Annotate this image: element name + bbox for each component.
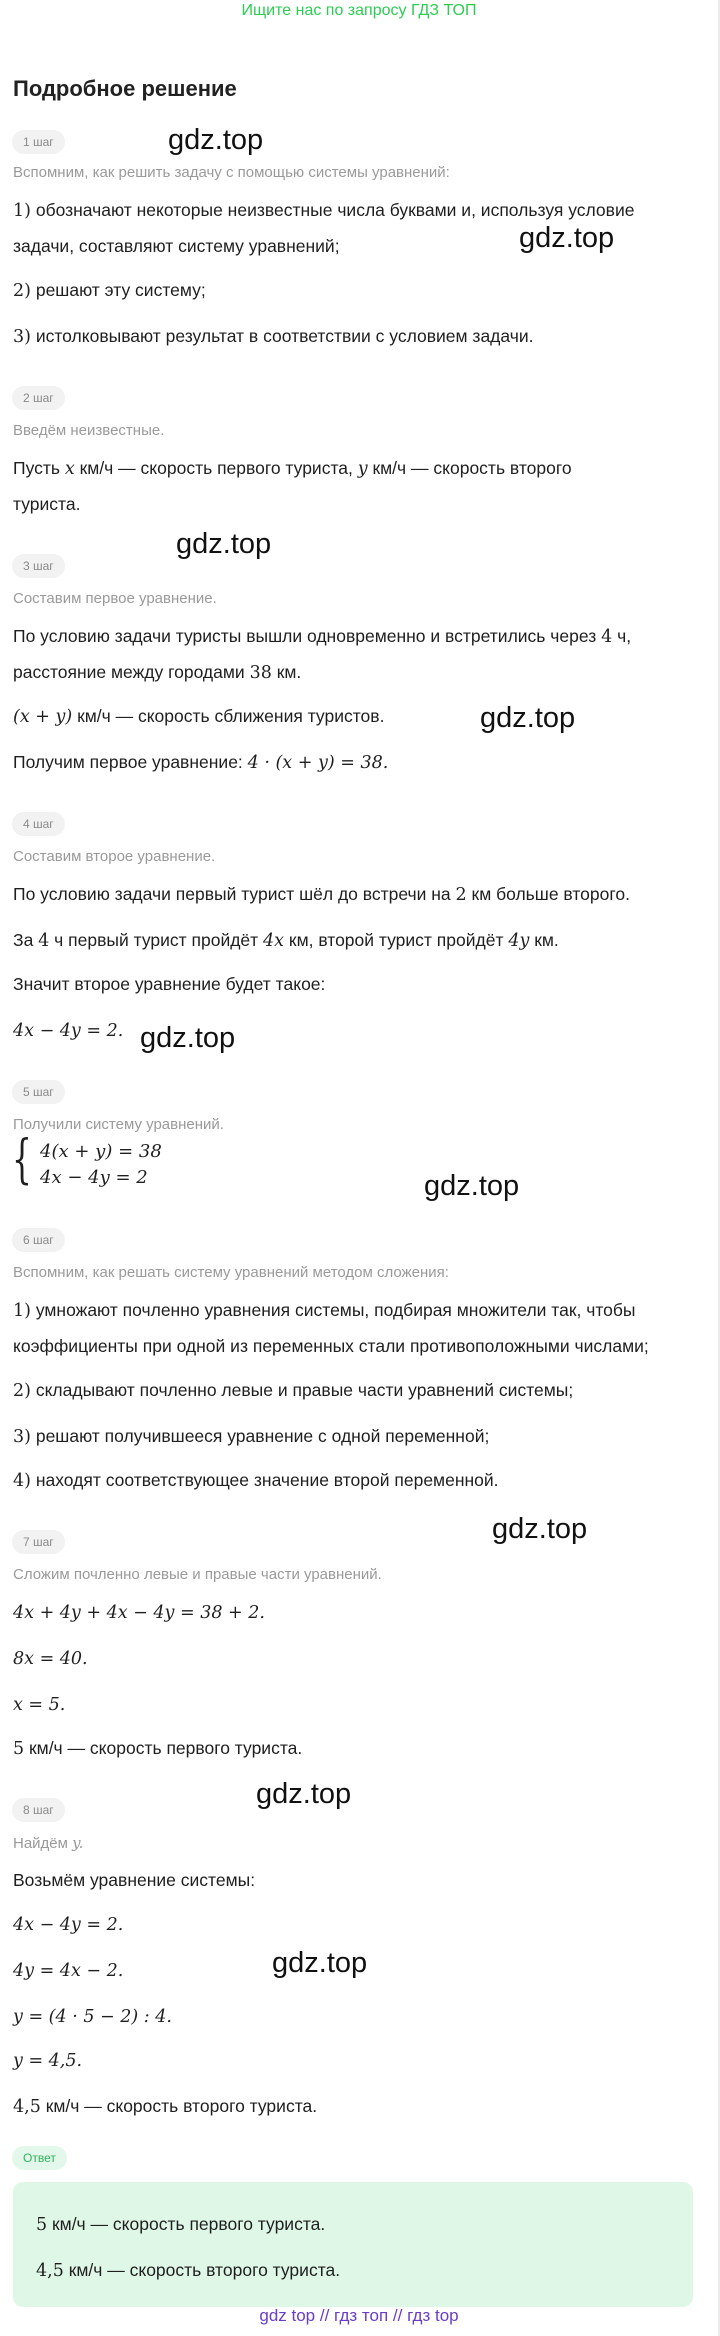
watermark: gdz.top: [424, 1170, 520, 1202]
step-hint: Вспомним, как решить задачу с помощью системы уравнений:: [13, 164, 450, 181]
answer-badge: Ответ: [12, 2146, 67, 2170]
step-text: (x + y) км/ч — скорость сближения туристов.: [13, 706, 385, 727]
step-badge: 8 шаг: [12, 1798, 65, 1822]
step-text: 1) умножают почленно уравнения системы, подбирая множители так, чтобы: [13, 1300, 636, 1321]
step-badge: 1 шаг: [12, 130, 65, 154]
watermark: gdz.top: [168, 124, 264, 156]
footer-separator: //: [319, 2306, 330, 2325]
step-text: 3) решают получившееся уравнение с одной переменной;: [13, 1426, 490, 1447]
watermark: gdz.top: [140, 1022, 236, 1054]
step-text: Возьмём уравнение системы:: [13, 1870, 256, 1890]
step-badge: 7 шаг: [12, 1530, 65, 1554]
step-text: 5 км/ч — скорость первого туриста.: [13, 1738, 303, 1759]
step-hint: Найдём y.: [13, 1834, 84, 1852]
step-equation: 4x − 4y = 2.: [13, 1021, 124, 1041]
page-title: Подробное решение: [13, 76, 237, 101]
step-text: По условию задачи туристы вышли одновременно и встретились через 4 ч,: [13, 626, 632, 647]
watermark: gdz.top: [176, 528, 272, 560]
footer-link[interactable]: гдз top: [407, 2306, 459, 2325]
step-text: расстояние между городами 38 км.: [13, 662, 302, 683]
step-equation: y = 4,5.: [13, 2051, 83, 2071]
step-hint: Введём неизвестные.: [13, 422, 165, 439]
answer-text: 4,5 км/ч — скорость второго туриста.: [36, 2260, 341, 2281]
step-text: коэффициенты при одной из переменных стали противоположными числами;: [13, 1336, 649, 1356]
step-text: Получим первое уравнение: 4 · (x + y) = 38.: [13, 752, 389, 773]
step-hint: Сложим почленно левые и правые части уравнений.: [13, 1566, 382, 1583]
step-text: 2) складывают почленно левые и правые части уравнений системы;: [13, 1380, 574, 1401]
step-badge: 4 шаг: [12, 812, 65, 836]
footer-link[interactable]: gdz top: [259, 2306, 316, 2325]
step-text: 4,5 км/ч — скорость второго туриста.: [13, 2096, 318, 2117]
step-badge: 5 шаг: [12, 1080, 65, 1104]
step-text: Значит второе уравнение будет такое:: [13, 974, 326, 994]
watermark: gdz.top: [256, 1778, 352, 1810]
system-equation: 4(x + y) = 38: [40, 1141, 162, 1162]
watermark: gdz.top: [272, 1947, 368, 1979]
step-text: 1) обозначают некоторые неизвестные числа буквами и, используя условие: [13, 200, 635, 221]
step-badge: 3 шаг: [12, 554, 65, 578]
answer-text: 5 км/ч — скорость первого туриста.: [36, 2214, 326, 2235]
system-equation: 4x − 4y = 2: [40, 1167, 148, 1188]
step-hint: Составим второе уравнение.: [13, 848, 216, 865]
watermark: gdz.top: [480, 702, 576, 734]
footer-links: [0, 2306, 718, 2326]
footer-separator: //: [392, 2306, 403, 2325]
step-equation: 4x − 4y = 2.: [13, 1915, 124, 1935]
step-badge: 2 шаг: [12, 386, 65, 410]
step-equation: x = 5.: [13, 1695, 66, 1715]
step-badge: 6 шаг: [12, 1228, 65, 1252]
step-text: 4) находят соответствующее значение второй переменной.: [13, 1470, 499, 1491]
step-equation: 4y = 4x − 2.: [13, 1961, 124, 1981]
step-equation: y = (4 · 5 − 2) : 4.: [13, 2007, 172, 2027]
step-text: задачи, составляют систему уравнений;: [13, 236, 340, 256]
step-text: 2) решают эту систему;: [13, 280, 206, 301]
watermark: gdz.top: [519, 222, 615, 254]
step-hint: Получили систему уравнений.: [13, 1116, 224, 1133]
step-text: 3) истолковывают результат в соответствии с условием задачи.: [13, 326, 534, 347]
step-text: туриста.: [13, 494, 81, 514]
step-text: Пусть x км/ч — скорость первого туриста, y км/ч — скорость второго: [13, 458, 572, 479]
search-hint-banner[interactable]: Ищите нас по запросу ГДЗ ТОП: [241, 2, 477, 19]
step-text: По условию задачи первый турист шёл до встречи на 2 км больше второго.: [13, 884, 630, 905]
step-hint: Составим первое уравнение.: [13, 590, 217, 607]
brace-icon: {: [12, 1130, 32, 1190]
step-text: За 4 ч первый турист пройдёт 4x км, второй турист пройдёт 4y км.: [13, 930, 559, 951]
step-equation: 8x = 40.: [13, 1649, 88, 1669]
step-hint: Вспомним, как решать систему уравнений методом сложения:: [13, 1264, 449, 1281]
watermark: gdz.top: [492, 1513, 588, 1545]
step-equation: 4x + 4y + 4x − 4y = 38 + 2.: [13, 1603, 265, 1623]
footer-link[interactable]: гдз топ: [334, 2306, 389, 2325]
